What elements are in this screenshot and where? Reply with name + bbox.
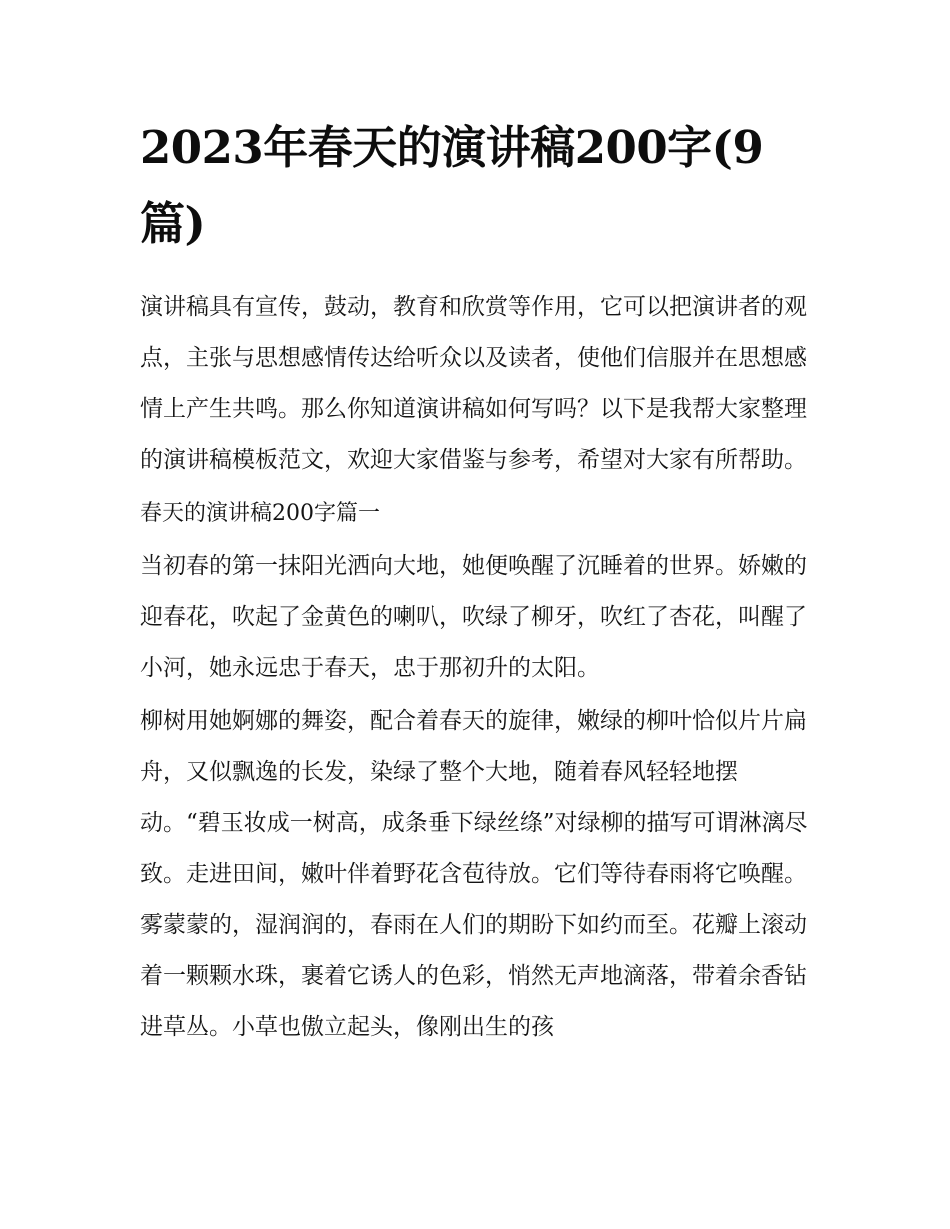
body-paragraph-1: 当初春的第一抹阳光洒向大地，她便唤醒了沉睡着的世界。娇嫩的迎春花，吹起了金黄色的喇叭，吹绿了柳牙，吹红了杏花，叫醒了小河，她永远忠于春天，忠于那初升的太阳。 xyxy=(140,553,807,681)
section-heading: 春天的演讲稿200字篇一 xyxy=(140,501,380,526)
intro-paragraph: 演讲稿具有宣传，鼓动，教育和欣赏等作用，它可以把演讲者的观点，主张与思想感情传达给听众以及读者，使他们信服并在思想感情上产生共鸣。那么你知道演讲稿如何写吗？以下是我帮大家整理的演讲稿模板范文，欢迎大家借鉴与参考，希望对大家有所帮助。 xyxy=(140,294,807,473)
body-paragraph-2: 柳树用她婀娜的舞姿，配合着春天的旋律，嫩绿的柳叶恰似片片扁舟，又似飘逸的长发，染绿了整个大地，随着春风轻轻地摆动。“碧玉妆成一树高，成条垂下绿丝绦”对绿柳的描写可谓淋漓尽致。走进田间，嫩叶伴着野花含苞待放。它们等待春雨将它唤醒。雾蒙蒙的，湿润润的，春雨在人们的期盼下如约而至。花瓣上滚动着一颗颗水珠，裹着它诱人的色彩，悄然无声地滴落，带着余香钻进草丛。小草也傲立起头，像刚出生的孩 xyxy=(140,708,808,1040)
document-title: 2023年春天的演讲稿200字(9篇) xyxy=(140,121,764,250)
document-body xyxy=(140,110,812,1053)
